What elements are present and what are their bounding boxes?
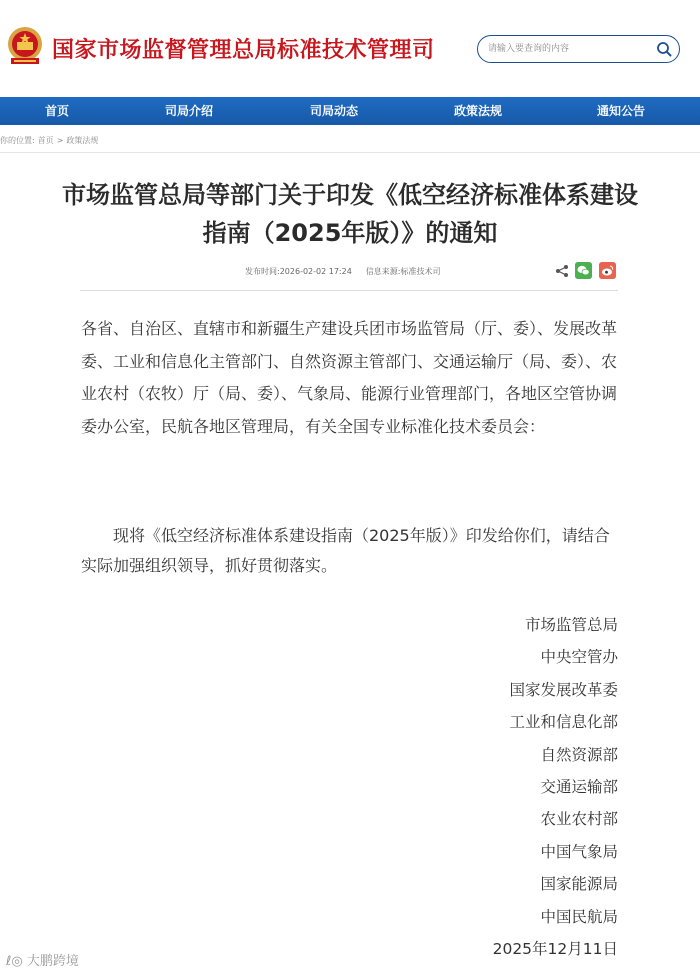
- meta-divider: [80, 290, 618, 291]
- watermark-logo-icon: ℓ◎: [6, 954, 27, 969]
- document-date: 2025年12月11日: [492, 939, 618, 958]
- signatory: 自然资源部: [540, 745, 618, 764]
- breadcrumb-home[interactable]: 首页: [37, 136, 54, 145]
- source-value: 标准技术司: [400, 267, 441, 276]
- site-header: [0, 0, 700, 97]
- search-input[interactable]: [488, 41, 648, 57]
- signatory: 交通运输部: [540, 777, 618, 796]
- site-title[interactable]: 国家市场监督管理总局标准技术管理司: [52, 38, 435, 63]
- nav-item-home[interactable]: 首页: [45, 104, 70, 118]
- divider: [0, 152, 700, 153]
- signatory: 中国民航局: [540, 907, 618, 926]
- signatory: 工业和信息化部: [509, 713, 618, 732]
- nav-item-policy[interactable]: 政策法规: [454, 104, 503, 118]
- signatory: 农业农村部: [540, 810, 618, 829]
- signatory: 中央空管办: [540, 648, 618, 667]
- share-icon[interactable]: [555, 264, 569, 278]
- watermark: [6, 950, 79, 969]
- search-icon[interactable]: [656, 41, 672, 57]
- signatory: 国家能源局: [540, 875, 618, 894]
- watermark-text: 大鹏跨境: [26, 954, 79, 969]
- search-box[interactable]: [477, 35, 680, 63]
- signatory: 市场监管总局: [524, 616, 618, 634]
- article-meta: [245, 266, 441, 277]
- signatory: 中国气象局: [540, 842, 618, 861]
- main-nav: [0, 97, 700, 125]
- national-emblem-icon: [6, 24, 44, 68]
- weibo-icon[interactable]: [599, 262, 616, 279]
- breadcrumb-separator: >: [56, 136, 64, 145]
- nav-item-notices[interactable]: 通知公告: [597, 104, 646, 118]
- signature-block: [300, 609, 618, 965]
- signatory: 国家发展改革委: [509, 680, 618, 699]
- publish-label: 发布时间:: [245, 267, 280, 276]
- wechat-icon[interactable]: [575, 262, 592, 279]
- nav-item-news[interactable]: 司局动态: [310, 104, 359, 118]
- nav-item-about[interactable]: 司局介绍: [165, 104, 214, 118]
- breadcrumb-prefix: 你的位置:: [0, 136, 35, 145]
- publish-time: 2026-02-02 17:24: [279, 267, 352, 276]
- source-label: 信息来源:: [365, 267, 401, 276]
- article-paragraph-1: 各省、自治区、直辖市和新疆生产建设兵团市场监管局（厅、委）、发展改革委、工业和信息化主管部门、自然资源主管部门、交通运输厅（局、委）、农业农村（农牧）厅（局、委）、气象局、能源行业管理部门，各地区空管协调委办公室，民航各地区管理局，有关全国专业标准化技术委员会：: [81, 319, 618, 436]
- breadcrumb-policy[interactable]: 政策法规: [66, 136, 99, 145]
- breadcrumb: [0, 135, 101, 146]
- article-paragraph-2: 现将《低空经济标准体系建设指南（2025年版）》印发给你们，请结合实际加强组织领导，抓好贯彻落实。: [81, 526, 610, 575]
- article-title: 市场监管总局等部门关于印发《低空经济标准体系建设指南（2025年版）》的通知: [62, 181, 638, 247]
